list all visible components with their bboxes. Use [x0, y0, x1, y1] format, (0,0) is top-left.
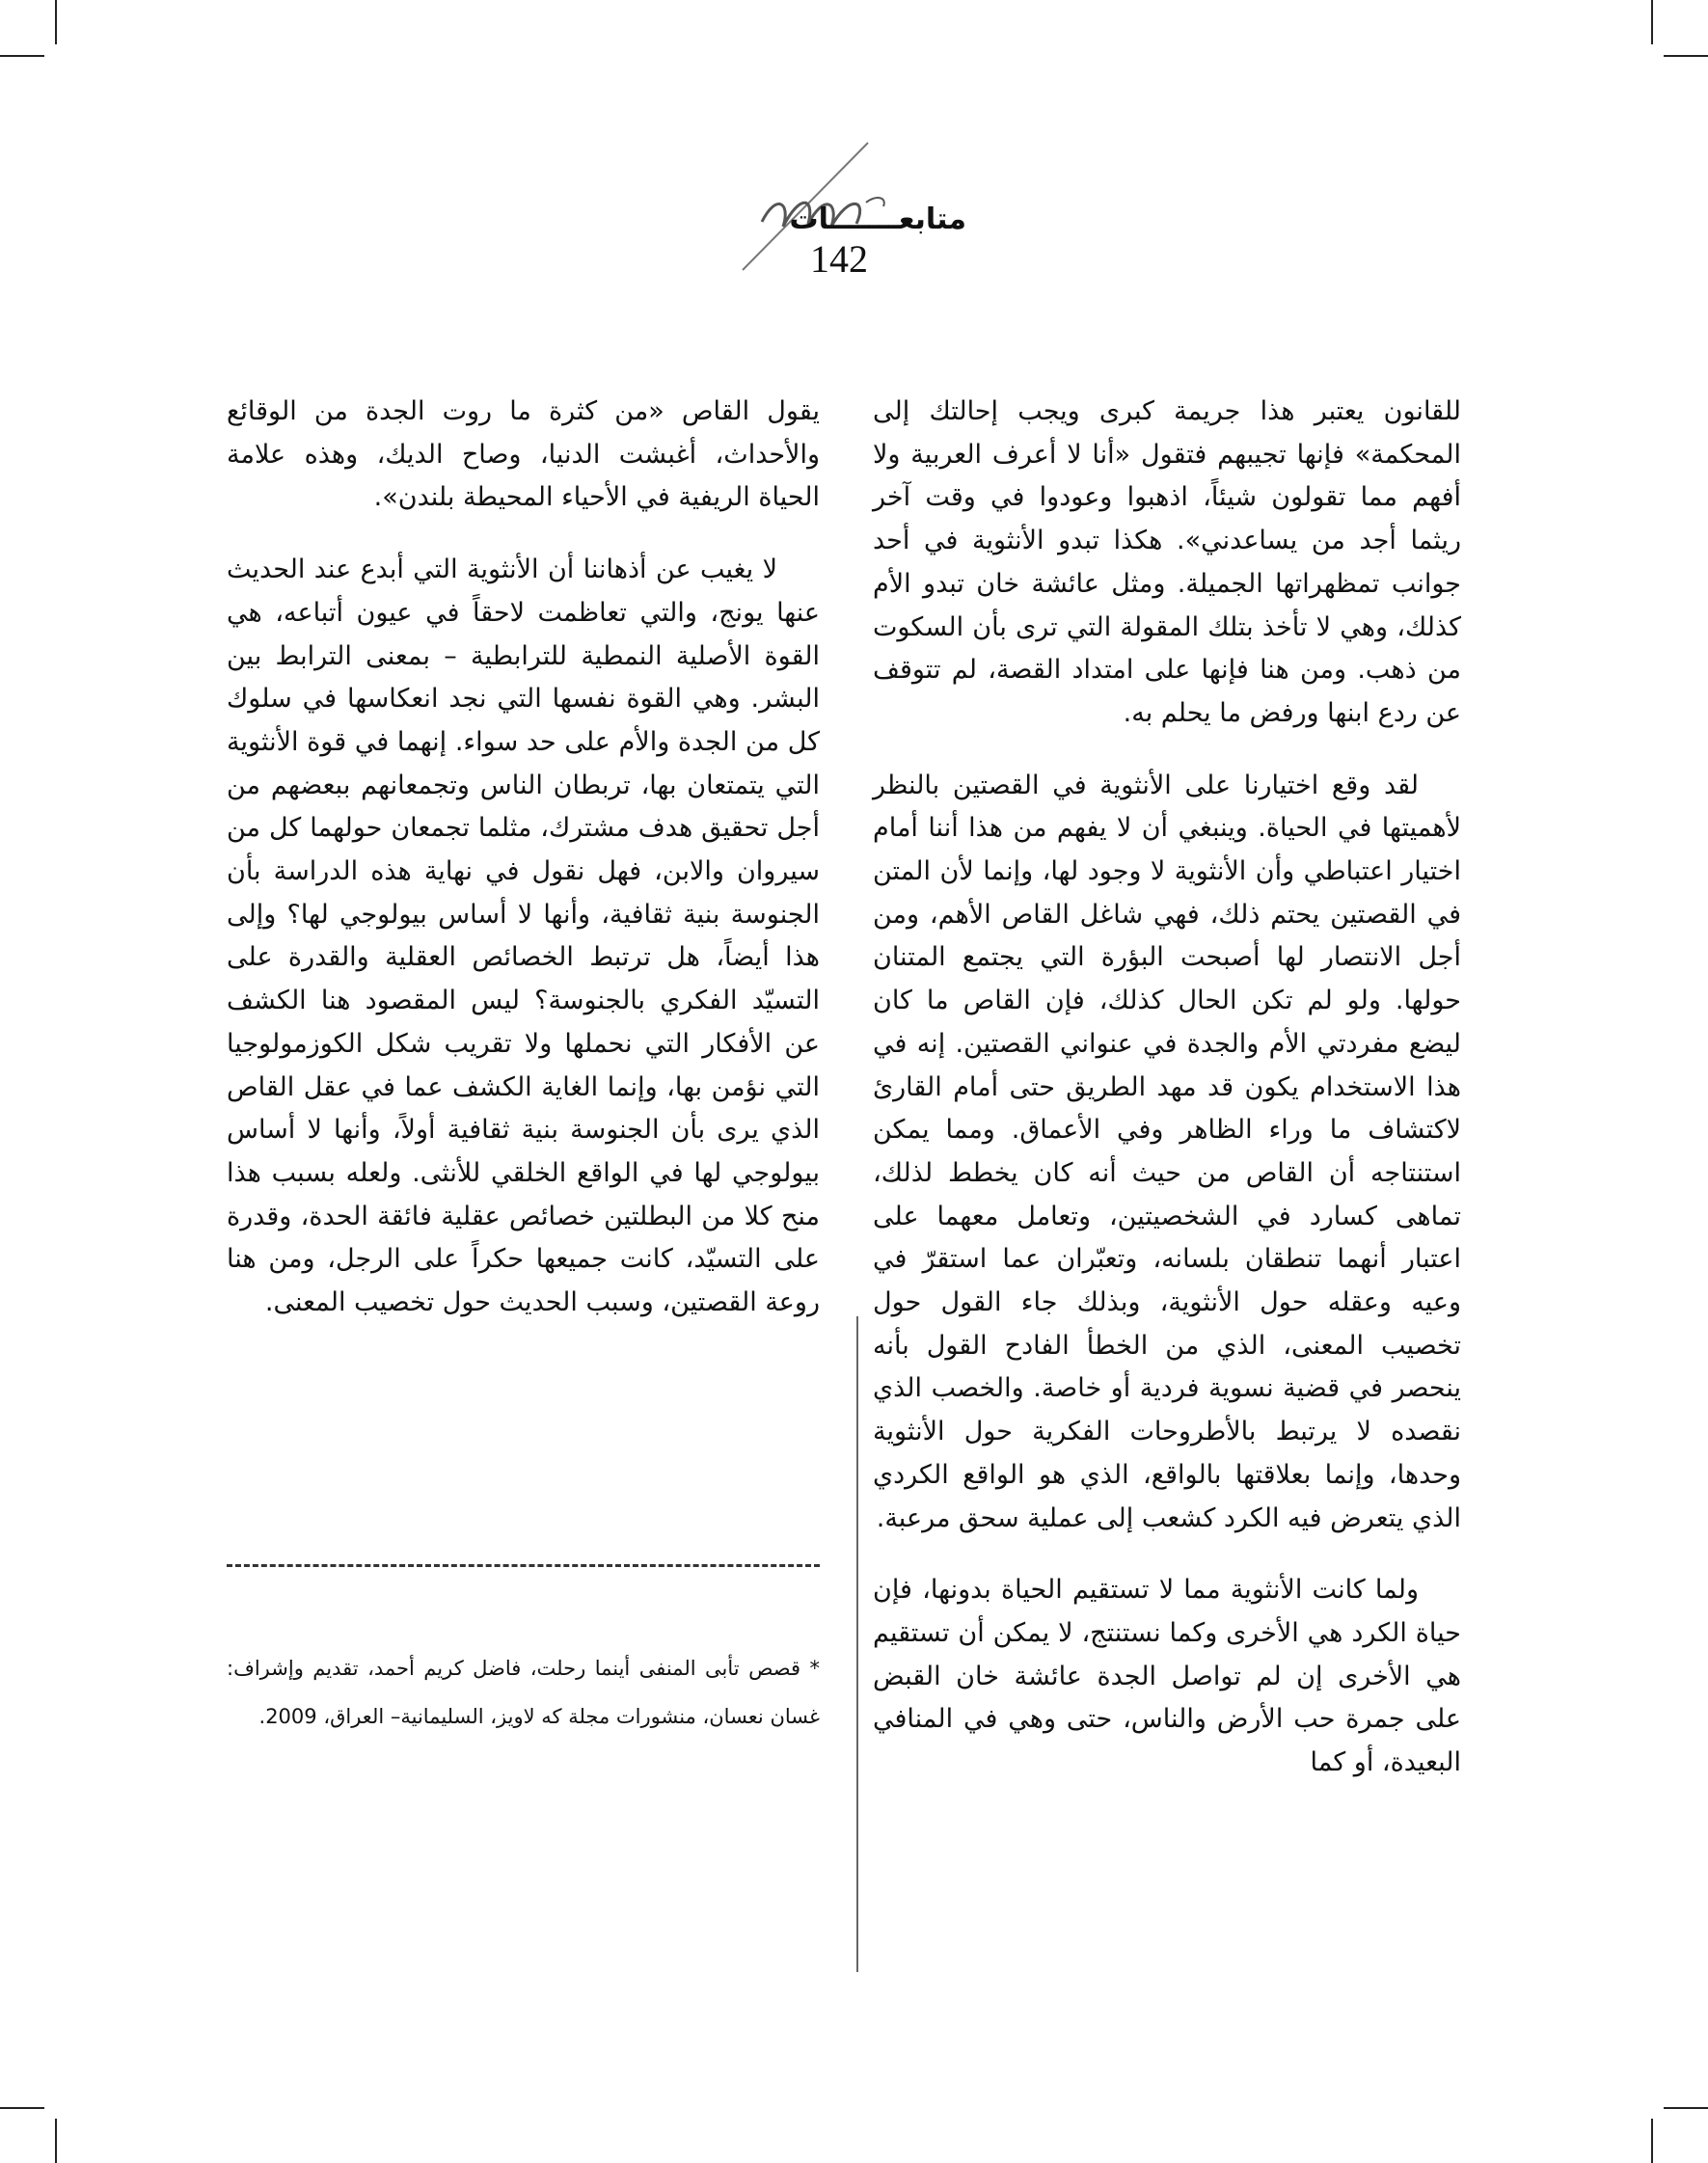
text-column-right: [873, 391, 1461, 1814]
footnote-separator: [227, 1564, 820, 1567]
crop-mark: [0, 55, 44, 57]
crop-mark: [1651, 2119, 1653, 2163]
crop-mark: [1664, 2107, 1708, 2109]
page-number: 142: [810, 237, 868, 281]
paragraph: لا يغيب عن أذهاننا أن الأنثوية التي أبدع عند الحديث عنها يونج، والتي تعاظمت لاحقاً في عيون أتباعه، هي القوة الأصلية النمطية للترابطية – بمعنى الترابط بين البشر. وهي القوة نفسها التي نجد انعكاسها في سلوك كل من الجدة والأم على حد سواء. إنهما في قوة الأنثوية التي يتمتعان بها، تربطان الناس وتجمعانهم ببعضهم من أجل تحقيق هدف مشترك، مثلما تجمعان حولهما كل من سيروان والابن، فهل نقول في نهاية هذه الدراسة بأن الجنوسة بنية ثقافية، وأنها لا أساس بيولوجي لها؟ وإلى هذا أيضاً، هل ترتبط الخصائص العقلية والقدرة على التسيّد الفكري بالجنوسة؟ ليس المقصود هنا الكشف عن الأفكار التي نحملها ولا تقريب شكل الكوزمولوجيا التي نؤمن بها، وإنما الغاية الكشف عما في عقل القاص الذي يرى بأن الجنوسة بنية ثقافية أولاً، وأنها لا أساس بيولوجي لها في الواقع الخلقي للأنثى. ولعله بسبب هذا منح كلا من البطلتين خصائص عقلية فائقة الحدة، وقدرة على التسيّد، كانت جميعها حكراً على الرجل، ومن هنا روعة القصتين، وسبب الحديث حول تخصيب المعنى.: [227, 554, 820, 1318]
page-header: [665, 135, 993, 280]
crop-mark: [55, 0, 57, 44]
text-column-left: [227, 391, 820, 1354]
crop-mark: [1664, 55, 1708, 57]
paragraph: ولما كانت الأنثوية مما لا تستقيم الحياة بدونها، فإن حياة الكرد هي الأخرى وكما نستنتج، لا يمكن أن تستقيم هي الأخرى إن لم تواصل الجدة عائشة خان القبض على جمرة حب الأرض والناس، حتى وهي في المنافي البعيدة، أو كما: [873, 1575, 1461, 1778]
crop-mark: [1651, 0, 1653, 44]
paragraph: للقانون يعتبر هذا جريمة كبرى ويجب إحالتك إلى المحكمة» فإنها تجيبهم فتقول «أنا لا أعرف العربية ولا أفهم مما تقولون شيئاً، اذهبوا وعودوا في وقت آخر ريثما أجد من يساعدني». هكذا تبدو الأنثوية في أحد جوانب تمظهراتها الجميلة. ومثل عائشة خان تبدو الأم كذلك، وهي لا تأخذ بتلك المقولة التي ترى بأن السكوت من ذهب. ومن هنا فإنها على امتداد القصة، لم تتوقف عن ردع ابنها ورفض ما يحلم به.: [873, 396, 1461, 728]
crop-mark: [0, 2107, 44, 2109]
footnote: * قصص تأبى المنفى أينما رحلت، فاضل كريم أحمد، تقديم وإشراف: غسان نعسان، منشورات مجلة كه لاويز، السليمانية– العراق، 2009.: [227, 1657, 820, 1728]
column-divider: [856, 1316, 858, 1972]
paragraph: لقد وقع اختيارنا على الأنثوية في القصتين بالنظر لأهميتها في الحياة. وينبغي أن لا يفهم من هذا أننا أمام اختيار اعتباطي وأن الأنثوية لا وجود لها، وإنما لأن المتن في القصتين يحتم ذلك، فهي شاغل القاص الأهم، ومن أجل الانتصار لها أصبحت البؤرة التي يجتمع المتنان حولها. ولو لم تكن الحال كذلك، فإن القاص ما كان ليضع مفردتي الأم والجدة في عنواني القصتين. إنه في هذا الاستخدام يكون قد مهد الطريق حتى أمام القارئ لاكتشاف ما وراء الظاهر وفي الأعماق. ومما يمكن استنتاجه أن القاص من حيث أنه كان يخطط لذلك، تماهى كسارد في الشخصيتين، وتعامل معهما على اعتبار أنهما تنطقان بلسانه، وتعبّران عما استقرّ في وعيه وعقله حول الأنثوية، وبذلك جاء القول حول تخصيب المعنى، الذي من الخطأ الفادح القول بأنه ينحصر في قضية نسوية فردية أو خاصة. والخصب الذي نقصده لا يرتبط بالأطروحات الفكرية حول الأنثوية وحدها، وإنما بعلاقتها بالواقع، الذي هو الواقع الكردي الذي يتعرض فيه الكرد كشعب إلى عملية سحق مرعبة.: [873, 770, 1461, 1533]
section-label: متابعـــــــات: [789, 203, 966, 236]
paragraph: يقول القاص «من كثرة ما روت الجدة من الوقائع والأحداث، أغبشت الدنيا، وصاح الديك، وهذه علامة الحياة الريفية في الأحياء المحيطة بلندن».: [227, 396, 820, 513]
crop-mark: [55, 2119, 57, 2163]
